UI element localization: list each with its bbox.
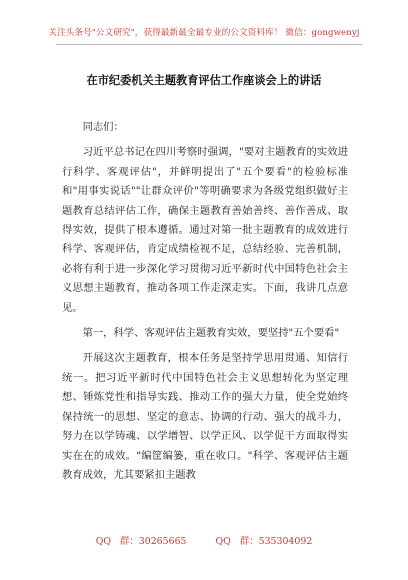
footer-qq-group-1: QQ 群：30265665 (95, 536, 187, 547)
footer-qq-banner (0, 533, 408, 547)
paragraph-intro: 习近平总书记在四川考察时强调，"要对主题教育的实效进行科学、客观评估"，并鲜明提出了"五个要看"的检验标准和"用事实说话""让群众评价"等明确要求为各级党组织做好主题教育总结评估工作，确保主题教育善始善终、善作善成、取得实效，提供了根本遵循。通过对第一批主题教育的成效进行科学、客观评估，肯定成绩检视不足，总结经验、完善机制，必将有利于进一步深化学习贯彻习近平新时代中国特色社会主义思想主题教育，推动各项工作走深走实。下面，我讲几点意见。 (62, 146, 348, 314)
paragraph-section-body: 开展这次主题教育，根本任务是坚持学思用贯通、知信行统一。把习近平新时代中国特色社会主义思想转化为坚定理想、锤炼党性和指导实践、推动工作的强大力量，使全党始终保持统一的思想、坚定的意志、协调的行动、强大的战斗力，努力在以学铸魂、以学增智、以学正风、以学促干方面取得实实在在的成效。"编筐编篓，重在收口。"科学、客观评估主题教育成效，尤其要紧扣主题教 (62, 352, 348, 481)
document-body (62, 118, 348, 485)
footer-qq-group-2: QQ 群：535304092 (215, 536, 313, 547)
header-divider (56, 44, 362, 45)
document-title: 在市纪委机关主题教育评估工作座谈会上的讲话 (86, 73, 322, 87)
paragraph-section-heading: 第一，科学、客观评估主题教育实效，要坚持"五个要看" (82, 327, 340, 340)
salutation: 同志们： (82, 121, 124, 133)
header-promo-banner: 关注头条号"公文研究"，获得最新最全最专业的公文资料库！ 微信：gongwenyj (48, 28, 360, 38)
